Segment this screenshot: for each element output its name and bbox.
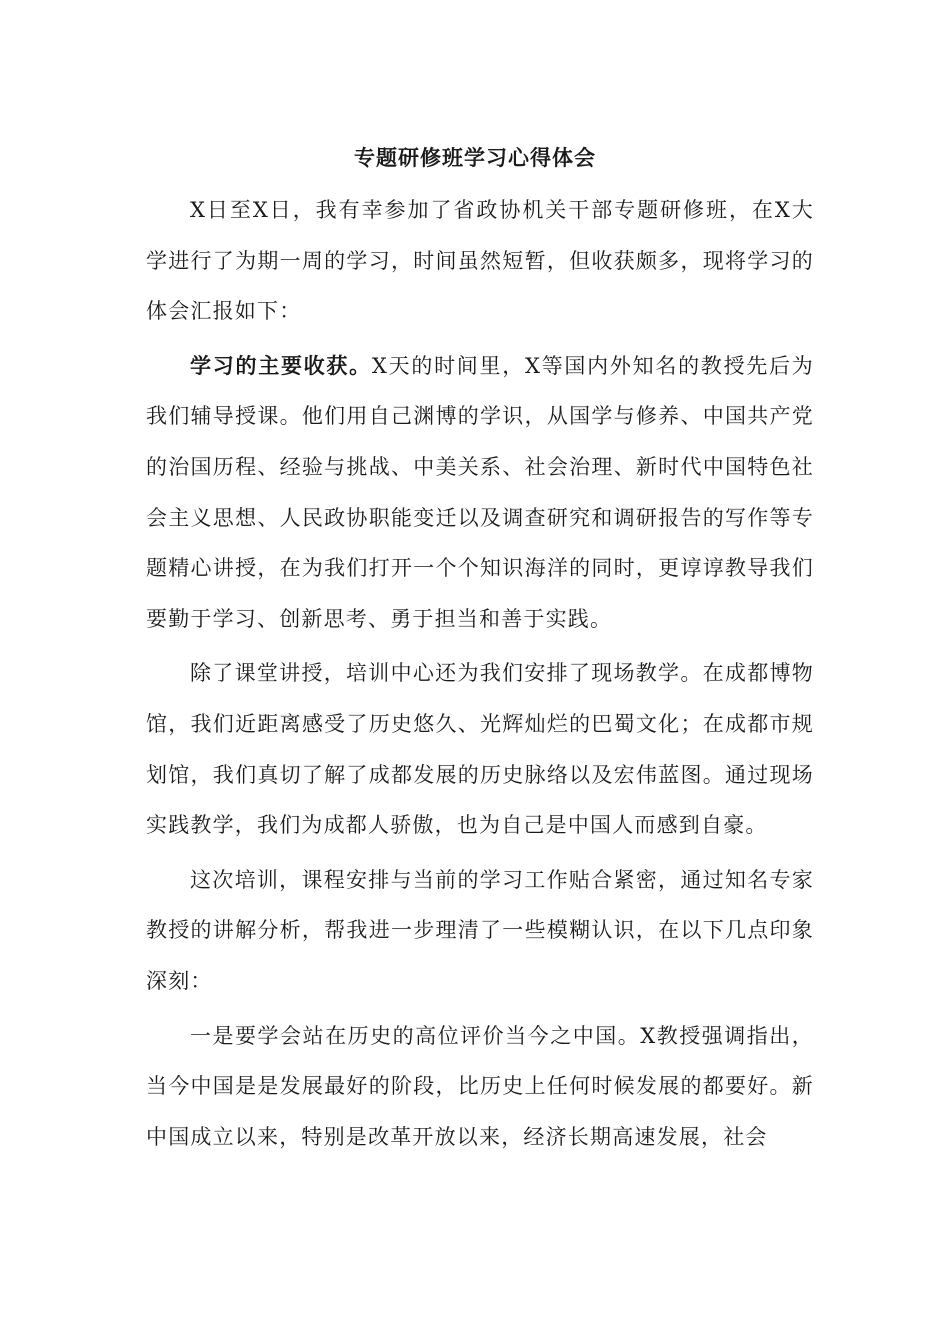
- paragraph-text: 除了课堂讲授，培训中心还为我们安排了现场教学。在成都博物馆，我们近距离感受了历史悠久、光辉灿烂的巴蜀文化；在成都市规划馆，我们真切了解了成都发展的历史脉络以及宏伟蓝图。通过现场实践教学，我们为成都人骄傲，也为自己是中国人而感到自豪。: [146, 661, 814, 838]
- paragraph-text: 一是要学会站在历史的高位评价当今之中国。X教授强调指出，当今中国是是发展最好的阶段，比历史上任何时候发展的都要好。新中国成立以来，特别是改革开放以来，经济长期高速发展，社会: [146, 1023, 814, 1149]
- paragraph-main-gains: [146, 341, 814, 645]
- paragraph-intro: [146, 185, 814, 337]
- document-title: 专题研修班学习心得体会: [354, 145, 596, 170]
- paragraph-impressions: [146, 855, 814, 1007]
- paragraph-field-teaching: [146, 648, 814, 850]
- paragraph-lead: 学习的主要收获。: [190, 352, 372, 378]
- document-body: [146, 185, 814, 1162]
- paragraph-text: 这次培训，课程安排与当前的学习工作贴合紧密，通过知名专家教授的讲解分析，帮我进一步理清了一些模糊认识，在以下几点印象深刻：: [146, 867, 814, 993]
- paragraph-point-one: [146, 1011, 814, 1163]
- paragraph-text: X日至X日，我有幸参加了省政协机关干部专题研修班，在X大学进行了为期一周的学习，时间虽然短暂，但收获颇多，现将学习的体会汇报如下：: [146, 198, 814, 324]
- paragraph-text: X天的时间里，X等国内外知名的教授先后为我们辅导授课。他们用自己渊博的学识，从国学与修养、中国共产党的治国历程、经验与挑战、中美关系、社会治理、新时代中国特色社会主义思想、人民政协职能变迁以及调查研究和调研报告的写作等专题精心讲授，在为我们打开一个个知识海洋的同时，更谆谆教导我们要勤于学习、创新思考、勇于担当和善于实践。: [146, 353, 814, 631]
